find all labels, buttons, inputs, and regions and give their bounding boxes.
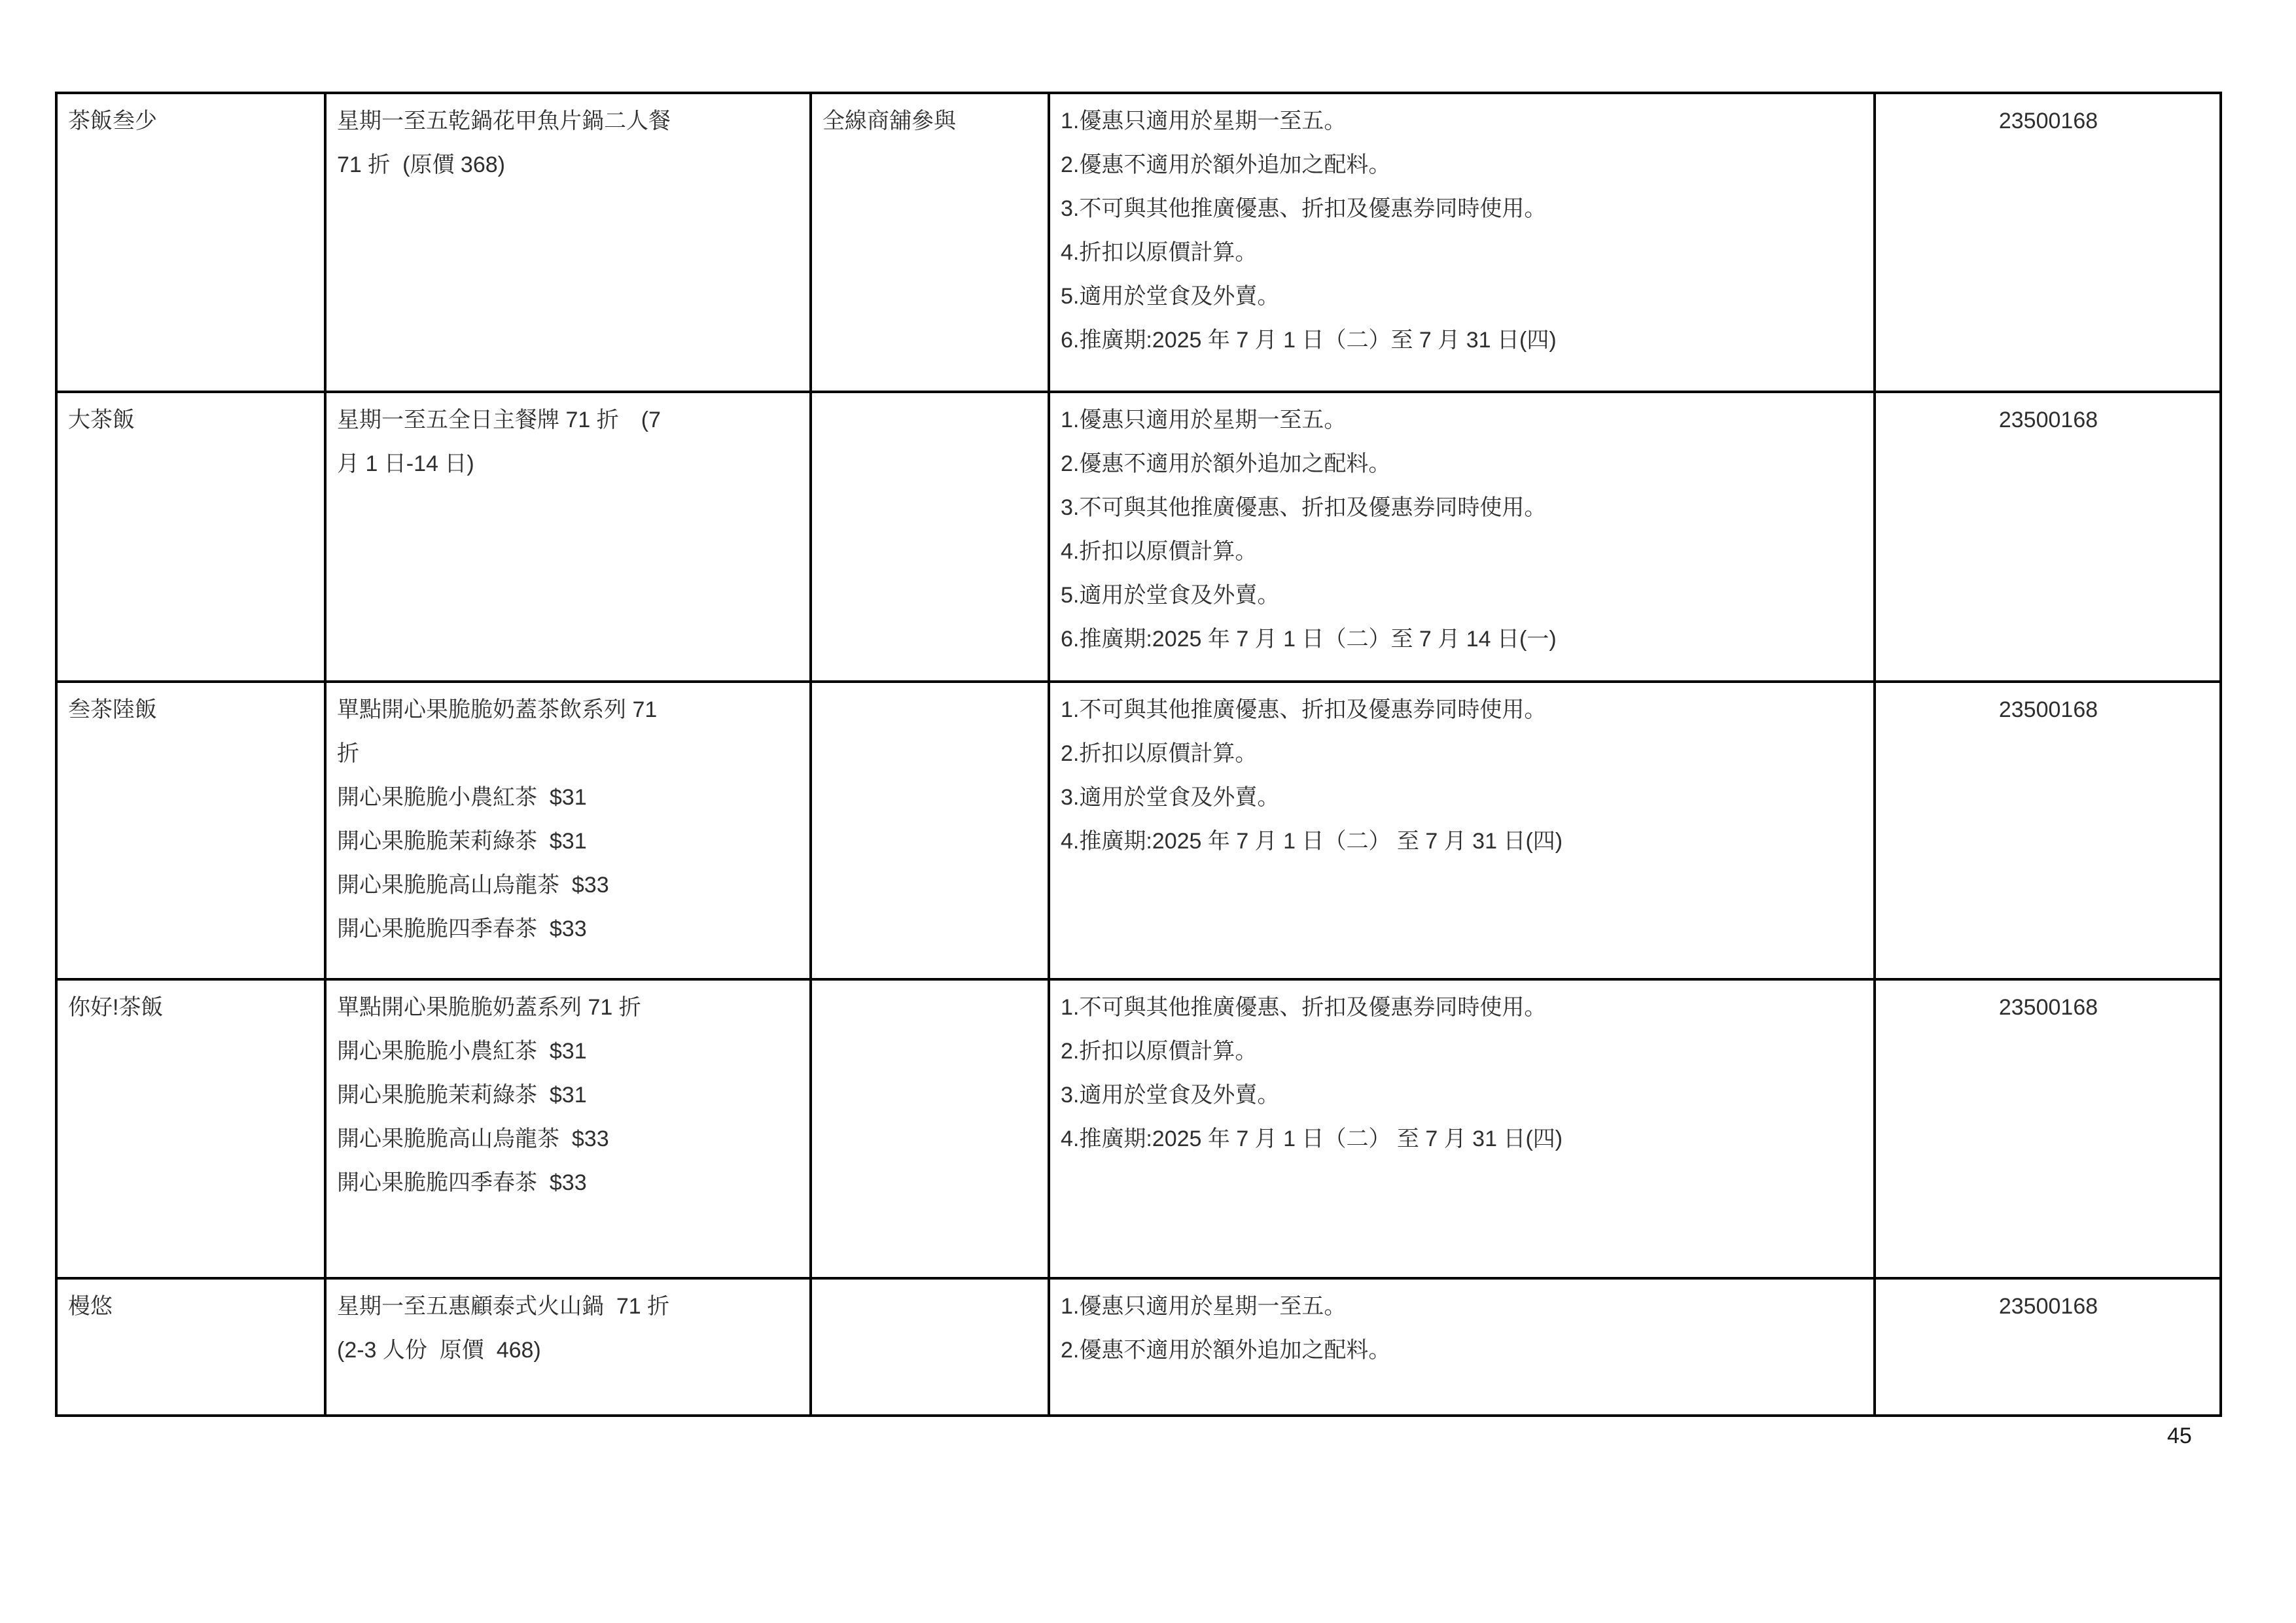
text-line: 開心果脆脆四季春茶 $33	[337, 916, 587, 941]
code-cell	[1875, 392, 2221, 682]
code-cell	[1875, 682, 2221, 979]
brand-cell	[56, 392, 325, 682]
table-row	[56, 979, 2221, 1278]
text-line: 開心果脆脆四季春茶 $33	[337, 1170, 587, 1195]
text-line: 1.優惠只適用於星期一至五。	[1061, 1294, 1347, 1319]
participation-cell	[811, 93, 1049, 392]
text-line: 開心果脆脆茉莉綠茶 $31	[337, 1083, 587, 1108]
offer-cell	[325, 1278, 811, 1416]
participation-cell	[811, 392, 1049, 682]
promo-code: 23500168	[1998, 697, 2098, 722]
text-line: 星期一至五乾鍋花甲魚片鍋二人餐	[337, 109, 671, 133]
offer-cell	[325, 979, 811, 1278]
terms-cell	[1049, 979, 1875, 1278]
text-line: 6.推廣期:2025 年 7 月 1 日（二）至 7 月 14 日(一)	[1061, 627, 1557, 652]
text-line: 3.不可與其他推廣優惠、折扣及優惠券同時使用。	[1061, 495, 1547, 520]
text-line: 4.折扣以原價計算。	[1061, 539, 1258, 564]
text-line: 開心果脆脆茉莉綠茶 $31	[337, 829, 587, 854]
text-line: 開心果脆脆高山烏龍茶 $33	[337, 1126, 609, 1151]
brand-cell	[56, 93, 325, 392]
text-line: 開心果脆脆小農紅茶 $31	[337, 1039, 587, 1064]
text-line: 4.折扣以原價計算。	[1061, 240, 1258, 265]
promo-code: 23500168	[1998, 408, 2098, 432]
participation-cell	[811, 979, 1049, 1278]
text-line: 2.優惠不適用於額外追加之配料。	[1061, 451, 1391, 476]
terms-cell	[1049, 93, 1875, 392]
table-row	[56, 392, 2221, 682]
brand-name: 茶飯叁少	[68, 109, 157, 133]
brand-name: 叁茶陸飯	[68, 697, 157, 722]
promotions-table	[55, 92, 2222, 1417]
table-row	[56, 1278, 2221, 1416]
text-line: 1.優惠只適用於星期一至五。	[1061, 109, 1347, 133]
text-line: 單點開心果脆脆奶蓋茶飲系列 71	[337, 697, 658, 722]
code-cell	[1875, 979, 2221, 1278]
text-line: 6.推廣期:2025 年 7 月 1 日（二）至 7 月 31 日(四)	[1061, 328, 1557, 353]
text-line: 1.優惠只適用於星期一至五。	[1061, 408, 1347, 432]
text-line: 2.優惠不適用於額外追加之配料。	[1061, 152, 1391, 177]
terms-cell	[1049, 682, 1875, 979]
brand-name: 你好!茶飯	[68, 995, 164, 1020]
offer-cell	[325, 93, 811, 392]
text-line: 4.推廣期:2025 年 7 月 1 日（二） 至 7 月 31 日(四)	[1061, 829, 1563, 854]
text-line: (2-3 人份 原價 468)	[337, 1338, 541, 1363]
text-line: 單點開心果脆脆奶蓋系列 71 折	[337, 995, 641, 1020]
text-line: 1.不可與其他推廣優惠、折扣及優惠券同時使用。	[1061, 995, 1547, 1020]
brand-name: 槾悠	[68, 1294, 113, 1319]
text-line: 4.推廣期:2025 年 7 月 1 日（二） 至 7 月 31 日(四)	[1061, 1126, 1563, 1151]
offer-cell	[325, 682, 811, 979]
participation-text: 全線商舖參與	[822, 109, 956, 133]
code-cell	[1875, 1278, 2221, 1416]
terms-cell	[1049, 392, 1875, 682]
promo-code: 23500168	[1998, 995, 2098, 1020]
code-cell	[1875, 93, 2221, 392]
text-line: 71 折 (原價 368)	[337, 152, 505, 177]
text-line: 3.不可與其他推廣優惠、折扣及優惠券同時使用。	[1061, 196, 1547, 221]
text-line: 月 1 日-14 日)	[337, 451, 474, 476]
brand-cell	[56, 682, 325, 979]
brand-name: 大茶飯	[68, 408, 135, 432]
text-line: 開心果脆脆小農紅茶 $31	[337, 785, 587, 810]
text-line: 星期一至五全日主餐牌 71 折 (7	[337, 408, 661, 432]
terms-cell	[1049, 1278, 1875, 1416]
text-line: 2.優惠不適用於額外追加之配料。	[1061, 1338, 1391, 1363]
participation-cell	[811, 682, 1049, 979]
text-line: 折	[337, 741, 359, 766]
page-number: 45	[2167, 1423, 2192, 1448]
text-line: 開心果脆脆高山烏龍茶 $33	[337, 873, 609, 898]
text-line: 5.適用於堂食及外賣。	[1061, 583, 1280, 608]
text-line: 5.適用於堂食及外賣。	[1061, 284, 1280, 309]
promo-code: 23500168	[1998, 109, 2098, 133]
text-line: 星期一至五惠顧泰式火山鍋 71 折	[337, 1294, 670, 1319]
text-line: 2.折扣以原價計算。	[1061, 741, 1258, 766]
participation-cell	[811, 1278, 1049, 1416]
text-line: 2.折扣以原價計算。	[1061, 1039, 1258, 1064]
table-row	[56, 682, 2221, 979]
table-row	[56, 93, 2221, 392]
text-line: 3.適用於堂食及外賣。	[1061, 785, 1280, 810]
text-line: 3.適用於堂食及外賣。	[1061, 1083, 1280, 1108]
offer-cell	[325, 392, 811, 682]
brand-cell	[56, 979, 325, 1278]
promo-code: 23500168	[1998, 1294, 2098, 1319]
text-line: 1.不可與其他推廣優惠、折扣及優惠券同時使用。	[1061, 697, 1547, 722]
brand-cell	[56, 1278, 325, 1416]
